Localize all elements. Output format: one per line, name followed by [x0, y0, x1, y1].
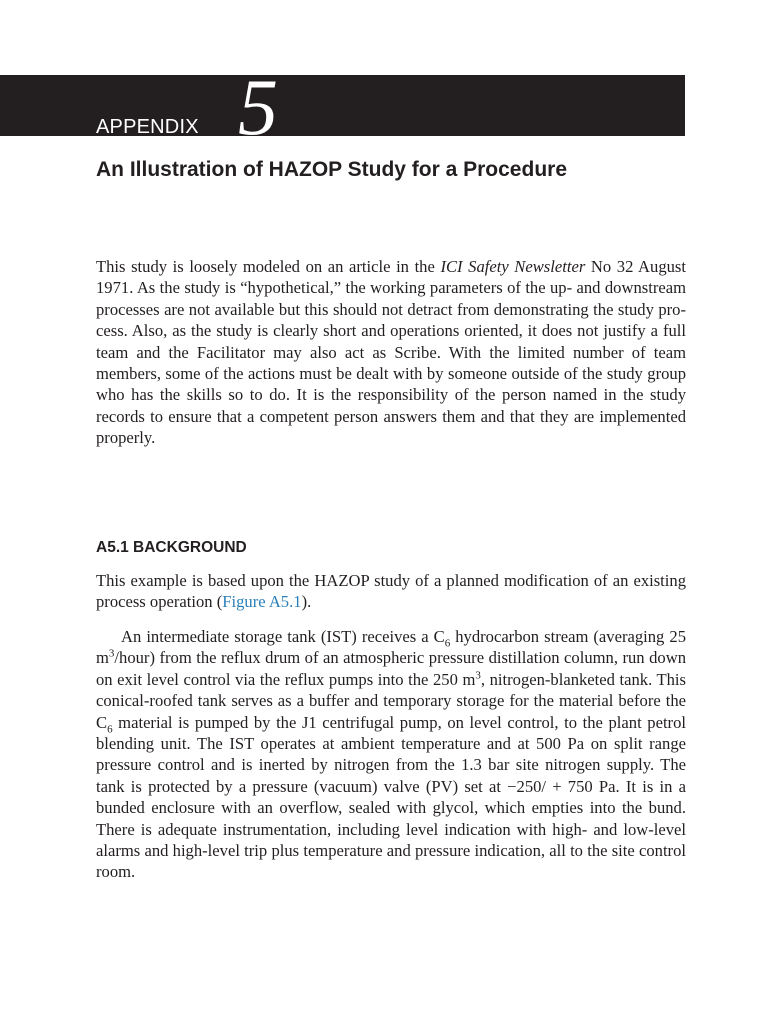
- chapter-title: An Illustration of HAZOP Study for a Procedure: [96, 158, 567, 181]
- appendix-label: APPENDIX: [96, 116, 199, 138]
- appendix-number: 5: [238, 64, 278, 152]
- publication-name: ICI Safety Newsletter: [440, 257, 586, 276]
- intro-paragraph: This study is loosely modeled on an article in the ICI Safety Newsletter No 32 August 1971. As the study is “hypothetical,” the working parameters of the up- and downstream processes are not available but this should not detract from demonstrating the study process. Also, as the study is clearly short and operations oriented, it does not justify a full team and the Facilitator may also act as Scribe. With the limited number of team members, some of the actions must be dealt with by someone outside of the study group who has the skills so to do. It is the responsibility of the person named in the study records to ensure that a competent person answers them and that they are implemented properly.: [96, 257, 686, 448]
- section-heading: A5.1 BACKGROUND: [96, 539, 247, 556]
- background-paragraph-1: This example is based upon the HAZOP study of a planned modification of an existing process operation (Figure A5.1).: [96, 571, 686, 612]
- background-paragraph-2: An intermediate storage tank (IST) receives a $C_6$ hydrocarbon stream (averaging 25 $m^3/hour$) from the reflux drum of an atmospheric pressure distillation column, run down on exit level control via the reflux pumps into the 250 $m^3$, nitrogen-blanketed tank. This conical-roofed tank serves as a buffer and temporary storage for the material before the $C_6$ material is pumped by the J1 centrifugal pump, on level control, to the plant petrol blending unit. The IST operates at ambient temperature and at 500 Pa on split range pressure control and is inerted by nitrogen from the 1.3 bar site nitrogen supply. The tank is protected by a pressure (vacuum) valve (PV) set at −250/ + 750 Pa. It is in a bunded enclosure with an overflow, sealed with glycol, which empties into the bund. There is adequate instrumentation, including level indication with high- and low-level alarms and high-level trip plus temperature and pressure indication, all to the site control room.: [96, 627, 686, 882]
- figure-link[interactable]: Figure A5.1: [222, 592, 302, 612]
